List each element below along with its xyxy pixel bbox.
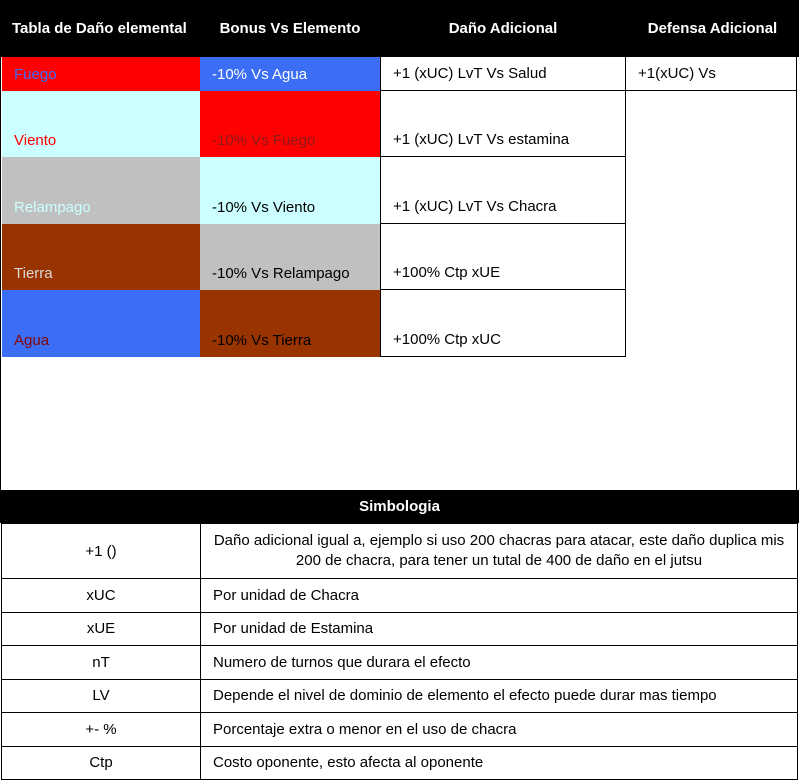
element-cell: Agua: [2, 290, 200, 357]
table-row: [2, 524, 798, 579]
symbol-description: Porcentaje extra o menor en el uso de chacra: [201, 713, 798, 747]
table-row: [2, 612, 798, 646]
table-row: [2, 713, 798, 747]
bonus-cell: -10% Vs Fuego: [200, 91, 380, 157]
symbol-description: Por unidad de Estamina: [201, 612, 798, 646]
symbol-description: Depende el nivel de dominio de elemento el efecto puede durar mas tiempo: [201, 679, 798, 713]
bonus-cell: -10% Vs Viento: [200, 157, 380, 224]
damage-cell: +100% Ctp xUE: [380, 224, 626, 290]
header-bonus-vs-element: Bonus Vs Elemento: [219, 20, 361, 37]
damage-cell: +100% Ctp xUC: [380, 290, 626, 357]
element-cell: Viento: [2, 91, 200, 157]
symbol-key: nT: [2, 646, 201, 680]
element-cell: Tierra: [2, 224, 200, 290]
element-cell: Fuego: [2, 57, 200, 91]
bonus-cell: -10% Vs Agua: [200, 57, 380, 91]
table-header: [0, 0, 799, 57]
header-additional-defense: Defensa Adicional: [647, 20, 778, 37]
element-cell: Relampago: [2, 157, 200, 224]
symbol-key: +1 (): [2, 524, 201, 579]
simbologia-title: Simbologia: [0, 490, 799, 523]
symbol-description: Costo oponente, esto afecta al oponente: [201, 746, 798, 780]
symbol-key: LV: [2, 679, 201, 713]
table-row: [2, 646, 798, 680]
simbologia-table: [1, 523, 798, 780]
symbol-description: Daño adicional igual a, ejemplo si uso 200 chacras para atacar, este daño duplica mis 200 de chacra, para tener un tutal de 400 de daño en el jutsu: [201, 524, 798, 579]
table-row: [2, 679, 798, 713]
bonus-cell: -10% Vs Relampago: [200, 224, 380, 290]
defense-column-empty: [626, 91, 797, 490]
header-additional-damage: Daño Adicional: [448, 20, 558, 37]
table-row: [2, 746, 798, 780]
symbol-description: Numero de turnos que durara el efecto: [201, 646, 798, 680]
symbol-key: +- %: [2, 713, 201, 747]
damage-cell: +1 (xUC) LvT Vs Chacra: [380, 157, 626, 224]
symbol-description: Por unidad de Chacra: [201, 579, 798, 613]
header-elemental-damage: Tabla de Daño elemental: [12, 20, 187, 37]
defense-cell: +1(xUC) Vs: [626, 57, 797, 91]
table-row: [2, 579, 798, 613]
damage-cell: +1 (xUC) LvT Vs Salud: [380, 57, 626, 91]
symbol-key: Ctp: [2, 746, 201, 780]
damage-cell: +1 (xUC) LvT Vs estamina: [380, 91, 626, 157]
symbol-key: xUC: [2, 579, 201, 613]
symbol-key: xUE: [2, 612, 201, 646]
bonus-cell: -10% Vs Tierra: [200, 290, 380, 357]
